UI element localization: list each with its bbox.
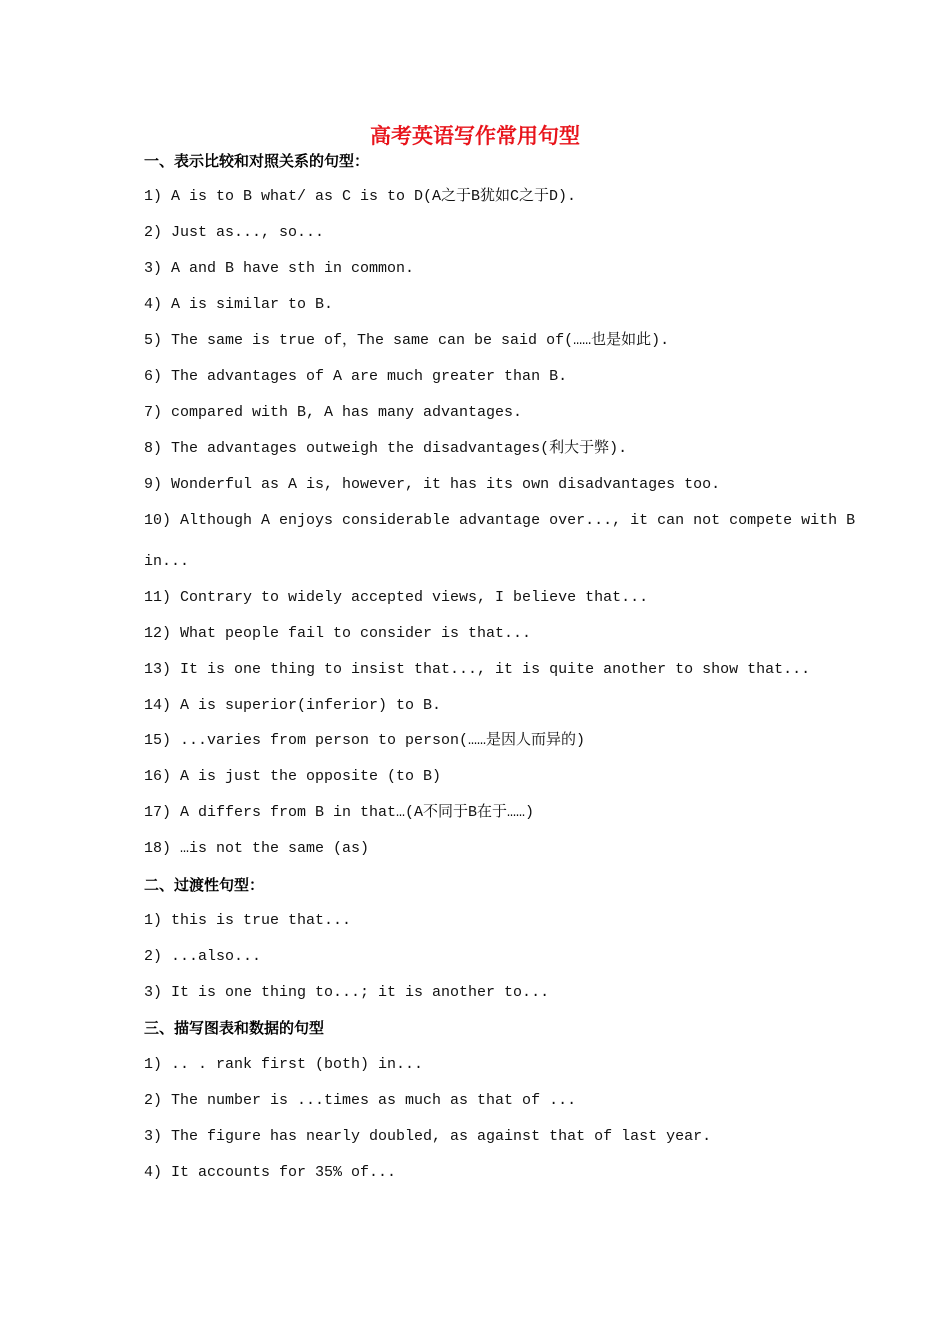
sentence-pattern-item: 15) ...varies from person to person(……是因人而异的): [144, 732, 586, 749]
sentence-pattern-item: 2) Just as..., so...: [144, 224, 325, 241]
sentence-pattern-item: 2) ...also...: [144, 948, 262, 965]
sentence-pattern-item-continuation: in...: [144, 553, 190, 570]
sentence-pattern-item: 4) A is similar to B.: [144, 296, 334, 313]
sentence-pattern-item: 4) It accounts for 35% of...: [144, 1164, 397, 1181]
sentence-pattern-item: 5) The same is true of，The same can be said of(……也是如此).: [144, 332, 670, 349]
sentence-pattern-item: 18) …is not the same (as): [144, 840, 370, 857]
section-heading-comparison: 一、表示比较和对照关系的句型：: [144, 152, 370, 170]
sentence-pattern-item: 16) A is just the opposite (to B): [144, 768, 442, 785]
document-title: 高考英语写作常用句型: [370, 124, 580, 148]
sentence-pattern-item: 11) Contrary to widely accepted views, I believe that...: [144, 589, 649, 606]
sentence-pattern-item: 14) A is superior(inferior) to B.: [144, 697, 442, 714]
sentence-pattern-item: 13) It is one thing to insist that..., it is quite another to show that...: [144, 661, 811, 678]
sentence-pattern-item: 3) A and B have sth in common.: [144, 260, 415, 277]
sentence-pattern-item: 1) this is true that...: [144, 912, 352, 929]
section-heading-charts-data: 三、描写图表和数据的句型: [144, 1019, 325, 1037]
sentence-pattern-item: 9) Wonderful as A is, however, it has its own disadvantages too.: [144, 476, 721, 493]
sentence-pattern-item: 3) It is one thing to...; it is another to...: [144, 984, 550, 1001]
sentence-pattern-item: 10) Although A enjoys considerable advantage over..., it can not compete with B: [144, 512, 856, 529]
sentence-pattern-item: 17) A differs from B in that…(A不同于B在于……): [144, 804, 535, 821]
sentence-pattern-item: 3) The figure has nearly doubled, as against that of last year.: [144, 1128, 712, 1145]
sentence-pattern-item: 12) What people fail to consider is that...: [144, 625, 532, 642]
sentence-pattern-item: 7) compared with B, A has many advantages.: [144, 404, 523, 421]
sentence-pattern-item: 1) .. . rank first (both) in...: [144, 1056, 424, 1073]
sentence-pattern-item: 1) A is to B what/ as C is to D(A之于B犹如C之于D).: [144, 188, 577, 205]
section-heading-transition: 二、过渡性句型：: [144, 876, 265, 894]
sentence-pattern-item: 2) The number is ...times as much as that of ...: [144, 1092, 577, 1109]
sentence-pattern-item: 6) The advantages of A are much greater than B.: [144, 368, 568, 385]
sentence-pattern-item: 8) The advantages outweigh the disadvantages(利大于弊).: [144, 440, 628, 457]
